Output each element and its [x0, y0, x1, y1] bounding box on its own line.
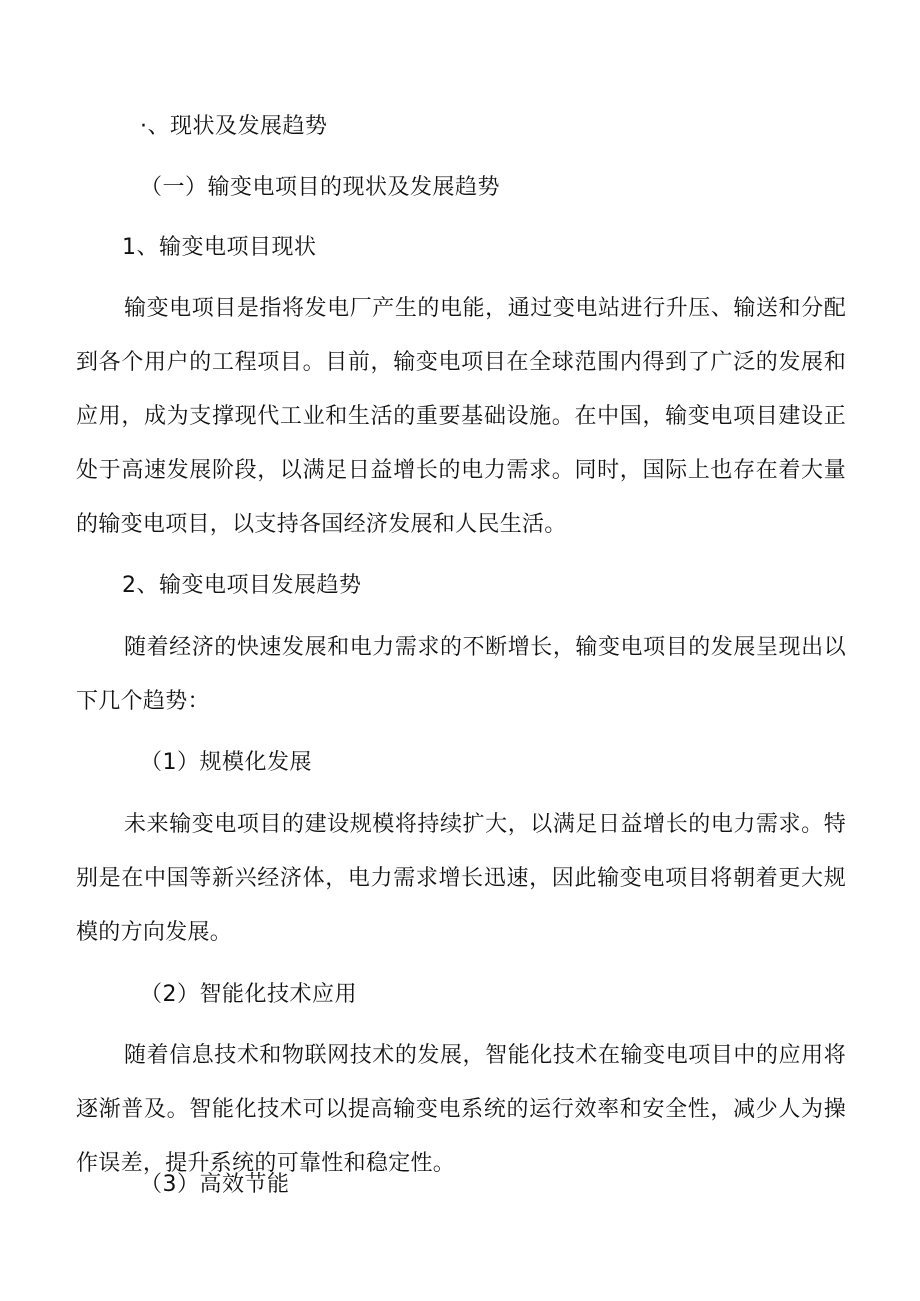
heading-trend: 2、输变电项目发展趋势: [122, 573, 362, 598]
paragraph-scale: 未来输变电项目的建设规模将持续扩大，以满足日益增长的电力需求。特别是在中国等新兴经济体，电力需求增长迅速，因此输变电项目将朝着更大规模的方向发展。: [76, 812, 846, 945]
paragraph-trend-intro: 随着经济的快速发展和电力需求的不断增长，输变电项目的发展呈现出以下几个趋势：: [76, 635, 846, 714]
paragraph-smart: 随着信息技术和物联网技术的发展，智能化技术在输变电项目中的应用将逐渐普及。智能化技术可以提高输变电系统的运行效率和安全性，减少人为操作误差，提升系统的可靠性和稳定性。: [76, 1043, 846, 1176]
heading-efficient: （3）高效节能: [140, 1172, 290, 1197]
heading-smart: （2）智能化技术应用: [140, 982, 357, 1007]
heading-status: 1、输变电项目现状: [122, 235, 317, 260]
section-heading: ·、现状及发展趋势: [140, 114, 328, 139]
subsection-heading: （一）输变电项目的现状及发展趋势: [140, 175, 501, 200]
heading-scale: （1）规模化发展: [140, 750, 312, 775]
paragraph-status: 输变电项目是指将发电厂产生的电能，通过变电站进行升压、输送和分配到各个用户的工程项目。目前，输变电项目在全球范围内得到了广泛的发展和应用，成为支撑现代工业和生活的重要基础设施。在中国，输变电项目建设正处于高速发展阶段，以满足日益增长的电力需求。同时，国际上也存在着大量的输变电项目，以支持各国经济发展和人民生活。: [76, 296, 846, 537]
